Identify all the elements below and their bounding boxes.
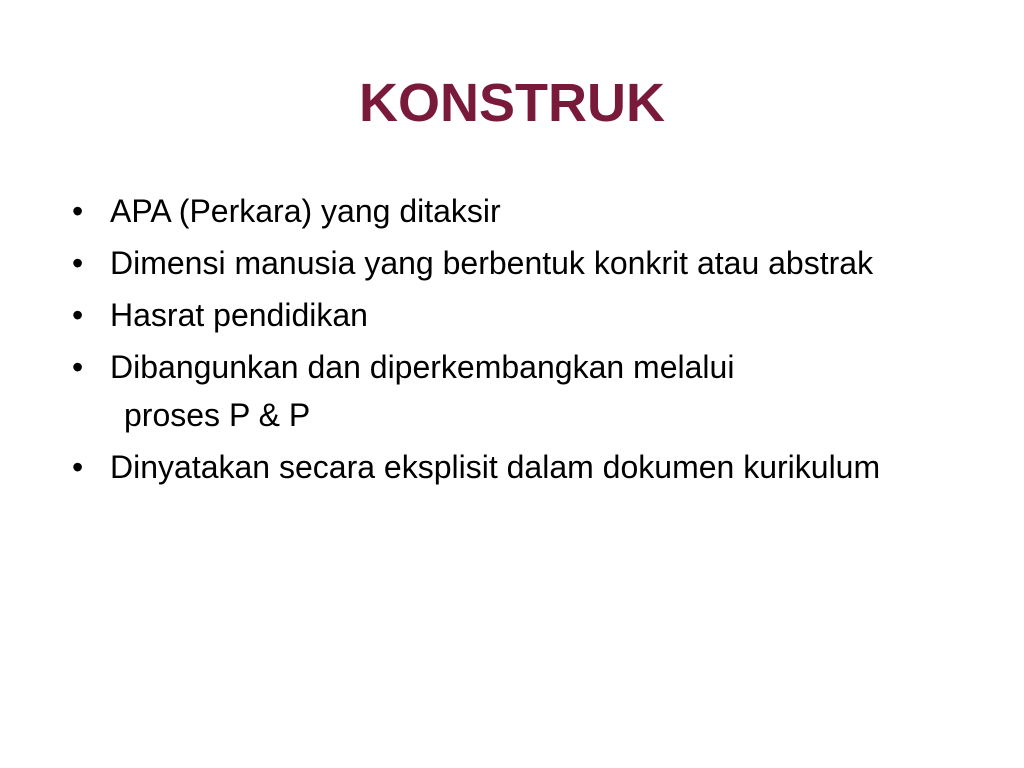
list-item-text: Hasrat pendidikan	[110, 297, 368, 333]
bullet-icon: •	[72, 449, 84, 485]
bullet-icon: •	[72, 349, 84, 385]
list-item-text: Dibangunkan dan diperkembangkan melalui	[110, 349, 735, 385]
list-item	[72, 241, 952, 285]
list-item	[72, 293, 952, 337]
list-item-text: Dinyatakan secara eksplisit dalam dokumen kurikulum	[110, 449, 881, 485]
list-item-text: APA (Perkara) yang ditaksir	[110, 193, 501, 229]
list-item-text: Dimensi manusia yang berbentuk konkrit atau abstrak	[110, 245, 874, 281]
list-item	[72, 445, 952, 489]
list-item-text: proses P & P	[124, 397, 311, 433]
list-item-continuation	[72, 393, 952, 437]
slide-title: KONSTRUK	[359, 73, 665, 133]
bullet-icon: •	[72, 245, 84, 281]
bullet-icon: •	[72, 193, 84, 229]
list-item	[72, 189, 952, 233]
bullet-list	[72, 189, 952, 497]
list-item	[72, 345, 952, 389]
bullet-icon: •	[72, 297, 84, 333]
